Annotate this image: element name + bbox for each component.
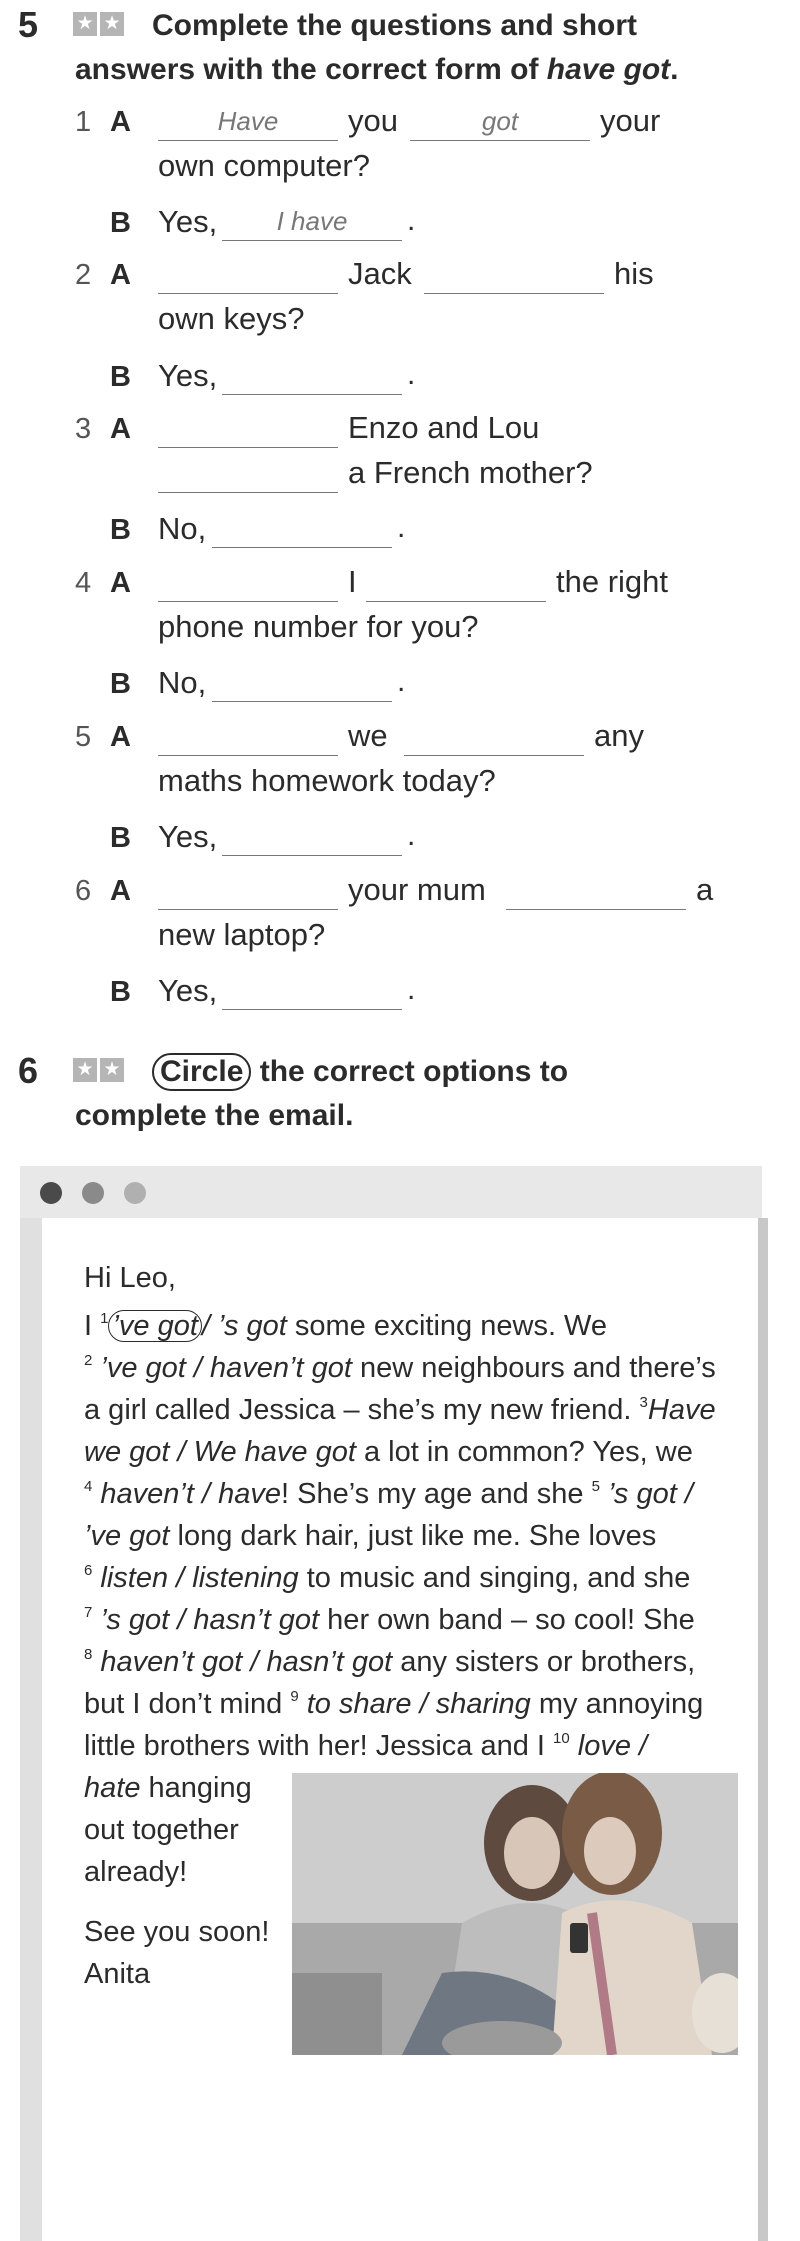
answer-blank[interactable] bbox=[158, 721, 338, 756]
difficulty-stars bbox=[73, 12, 124, 36]
answer-option[interactable]: love / bbox=[569, 1730, 648, 1762]
answer-blank[interactable] bbox=[366, 567, 546, 602]
exercise-6-title: Circle the correct options to bbox=[152, 1050, 568, 1094]
email-line: $^8$ haven’t got / hasn’t got any sisters or brothers, bbox=[84, 1646, 696, 1678]
email-line: a girl called Jessica – she’s my new friend. $^3$Have bbox=[84, 1394, 716, 1426]
answer-option[interactable]: haven’t got / hasn’t got bbox=[92, 1646, 393, 1678]
answer-blank[interactable] bbox=[222, 360, 402, 395]
answer-option[interactable]: to share / sharing bbox=[298, 1688, 531, 1720]
email-line: already! bbox=[84, 1856, 188, 1888]
answer-option[interactable]: ’ve got bbox=[108, 1310, 201, 1342]
window-dot-icon bbox=[82, 1182, 104, 1204]
email-sender-name: Anita bbox=[84, 1958, 151, 1990]
answer-option[interactable]: hate bbox=[84, 1772, 141, 1804]
answer-blank[interactable] bbox=[424, 259, 604, 294]
email-line: I $^1$ ’ve got / ’s got some exciting news. We bbox=[84, 1310, 608, 1342]
email-body bbox=[42, 1218, 758, 2241]
answer-blank[interactable] bbox=[158, 567, 338, 602]
answer-blank[interactable] bbox=[158, 413, 338, 448]
answer-blank[interactable] bbox=[158, 458, 338, 493]
answer-option[interactable]: ’ve got bbox=[84, 1520, 170, 1552]
exercise-5-title-line2: answers with the correct form of have got. bbox=[75, 53, 679, 86]
answer-blank[interactable]: Have bbox=[158, 106, 338, 141]
answer-option[interactable]: ’s got / bbox=[599, 1478, 693, 1510]
email-line: ’ve got long dark hair, just like me. She loves bbox=[84, 1520, 657, 1552]
email-greeting: Hi Leo, bbox=[84, 1262, 176, 1294]
exercise-5-title: Complete the questions and short bbox=[152, 9, 638, 42]
email-line: we got / We have got a lot in common? Yes, we bbox=[84, 1436, 693, 1468]
answer-blank[interactable] bbox=[158, 259, 338, 294]
answer-blank[interactable] bbox=[222, 975, 402, 1010]
email-line: hate hanging bbox=[84, 1772, 252, 1804]
email-line: but I don’t mind $^9$ to share / sharing my annoying bbox=[84, 1688, 704, 1720]
difficulty-stars bbox=[73, 1058, 124, 1082]
answer-blank[interactable] bbox=[222, 821, 402, 856]
exercise-6-title-line2: complete the email. bbox=[75, 1099, 354, 1132]
star-icon: ★ bbox=[100, 12, 124, 36]
answer-blank[interactable]: got bbox=[410, 106, 590, 141]
answer-option[interactable]: we got / We have got bbox=[84, 1436, 356, 1468]
email-line: $^4$ haven’t / have! She’s my age and she $^5$ ’s got / bbox=[84, 1478, 693, 1510]
window-title-bar bbox=[20, 1166, 762, 1218]
photo-illustration bbox=[292, 1773, 738, 2055]
star-icon: ★ bbox=[100, 1058, 124, 1082]
window-dot-icon bbox=[40, 1182, 62, 1204]
email-line: out together bbox=[84, 1814, 239, 1846]
answer-option[interactable]: listen / listening bbox=[92, 1562, 299, 1594]
email-line: $^2$ ’ve got / haven’t got new neighbours and there’s bbox=[84, 1352, 716, 1384]
exercise-6-number: 6 bbox=[18, 1050, 39, 1091]
email-window bbox=[20, 1166, 762, 2241]
answer-option[interactable]: ’ve got / haven’t got bbox=[92, 1352, 352, 1384]
email-line: little brothers with her! Jessica and I $^{10}$ love / bbox=[84, 1730, 648, 1762]
star-icon: ★ bbox=[73, 12, 97, 36]
answer-option[interactable]: haven’t / have bbox=[92, 1478, 281, 1510]
answer-blank[interactable] bbox=[158, 875, 338, 910]
star-icon: ★ bbox=[73, 1058, 97, 1082]
answer-option[interactable]: / ’s got bbox=[201, 1310, 287, 1342]
answer-blank[interactable] bbox=[506, 875, 686, 910]
answer-blank[interactable] bbox=[212, 667, 392, 702]
email-line: $^7$ ’s got / hasn’t got her own band – so cool! She bbox=[84, 1604, 695, 1636]
exercise-5-number: 5 bbox=[18, 4, 39, 45]
photo-two-girls-with-phone bbox=[292, 1773, 738, 2055]
answer-blank[interactable]: I have bbox=[222, 206, 402, 241]
answer-option[interactable]: ’s got / hasn’t got bbox=[92, 1604, 320, 1636]
answer-blank[interactable] bbox=[212, 513, 392, 548]
answer-blank[interactable] bbox=[404, 721, 584, 756]
window-dot-icon bbox=[124, 1182, 146, 1204]
email-line: $^6$ listen / listening to music and singing, and she bbox=[84, 1562, 691, 1594]
answer-option[interactable]: Have bbox=[647, 1394, 716, 1426]
email-signoff: See you soon! bbox=[84, 1916, 270, 1948]
